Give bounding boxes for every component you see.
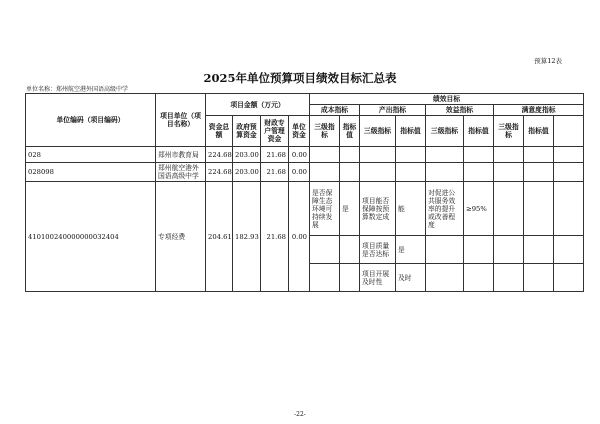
page-title: 2025年单位预算项目绩效目标汇总表 — [203, 71, 397, 85]
row-special: 21.68 — [261, 163, 289, 182]
header-gov-budget: 政府预算资金 — [233, 116, 261, 147]
project-special: 21.68 — [261, 182, 289, 292]
header-satisfaction-level3: 三级指标 — [494, 116, 524, 147]
output-value: 及时 — [396, 264, 426, 292]
row-special: 21.68 — [261, 147, 289, 163]
page-number: -22- — [294, 411, 306, 418]
row-code: 028098 — [26, 163, 156, 182]
row-code: 028 — [26, 147, 156, 163]
output-indicator: 项目能否保障按预算数定成 — [360, 182, 396, 236]
row-gov: 203.00 — [233, 147, 261, 163]
project-own: 0.00 — [289, 182, 310, 292]
header-output: 产出指标 — [360, 105, 426, 116]
table-row — [26, 147, 584, 163]
header-blank — [554, 116, 584, 147]
row-total: 224.68 — [206, 163, 233, 182]
header-own-fund: 单位资金 — [289, 116, 310, 147]
header-total: 资金总额 — [206, 116, 233, 147]
header-output-level3: 三级指标 — [360, 116, 396, 147]
output-indicator: 项目开展及时性 — [360, 264, 396, 292]
row-name: 郑州航空港外国语高级中学 — [156, 163, 206, 182]
header-unit-code: 单位编码（项目编码） — [26, 94, 156, 147]
table-row — [26, 163, 584, 182]
project-code: 410100240000000032404 — [26, 182, 156, 292]
header-special-fund: 财政专户管理资金 — [261, 116, 289, 147]
project-total: 204.61 — [206, 182, 233, 292]
output-value: 能 — [396, 182, 426, 236]
header-benefit: 效益指标 — [426, 105, 494, 116]
row-total: 224.68 — [206, 147, 233, 163]
header-benefit-value: 指标值 — [464, 116, 494, 147]
row-own: 0.00 — [289, 163, 310, 182]
header-amount-group: 项目金额（万元） — [206, 94, 310, 116]
output-indicator: 项目质量是否达标 — [360, 236, 396, 264]
row-own: 0.00 — [289, 147, 310, 163]
benefit-value: ≥95% — [464, 182, 494, 236]
header-output-value: 指标值 — [396, 116, 426, 147]
output-value: 是 — [396, 236, 426, 264]
header-cost-value: 指标值 — [340, 116, 360, 147]
cost-indicator: 是否保障生态环境可持续发展 — [310, 182, 340, 236]
header-cost: 成本指标 — [310, 105, 360, 116]
header-satisfaction: 满意度指标 — [494, 105, 584, 116]
project-gov: 182.93 — [233, 182, 261, 292]
project-name: 专项经费 — [156, 182, 206, 292]
header-perf-group: 绩效目标 — [310, 94, 584, 105]
header-project-unit: 项目单位（项目名称） — [156, 94, 206, 147]
header-satisfaction-value: 指标值 — [524, 116, 554, 147]
performance-table — [25, 93, 584, 292]
header-cost-level3: 三级指标 — [310, 116, 340, 147]
project-row — [26, 182, 584, 236]
row-gov: 203.00 — [233, 163, 261, 182]
unit-name: 单位名称：郑州航空港外国语高级中学 — [26, 86, 129, 93]
row-name: 郑州市教育局 — [156, 147, 206, 163]
header-benefit-level3: 三级指标 — [426, 116, 464, 147]
cost-value: 是 — [340, 182, 360, 236]
benefit-indicator: 对促进公共服务效率的提升或改善程度 — [426, 182, 464, 236]
table-ref: 预算12表 — [534, 57, 562, 65]
